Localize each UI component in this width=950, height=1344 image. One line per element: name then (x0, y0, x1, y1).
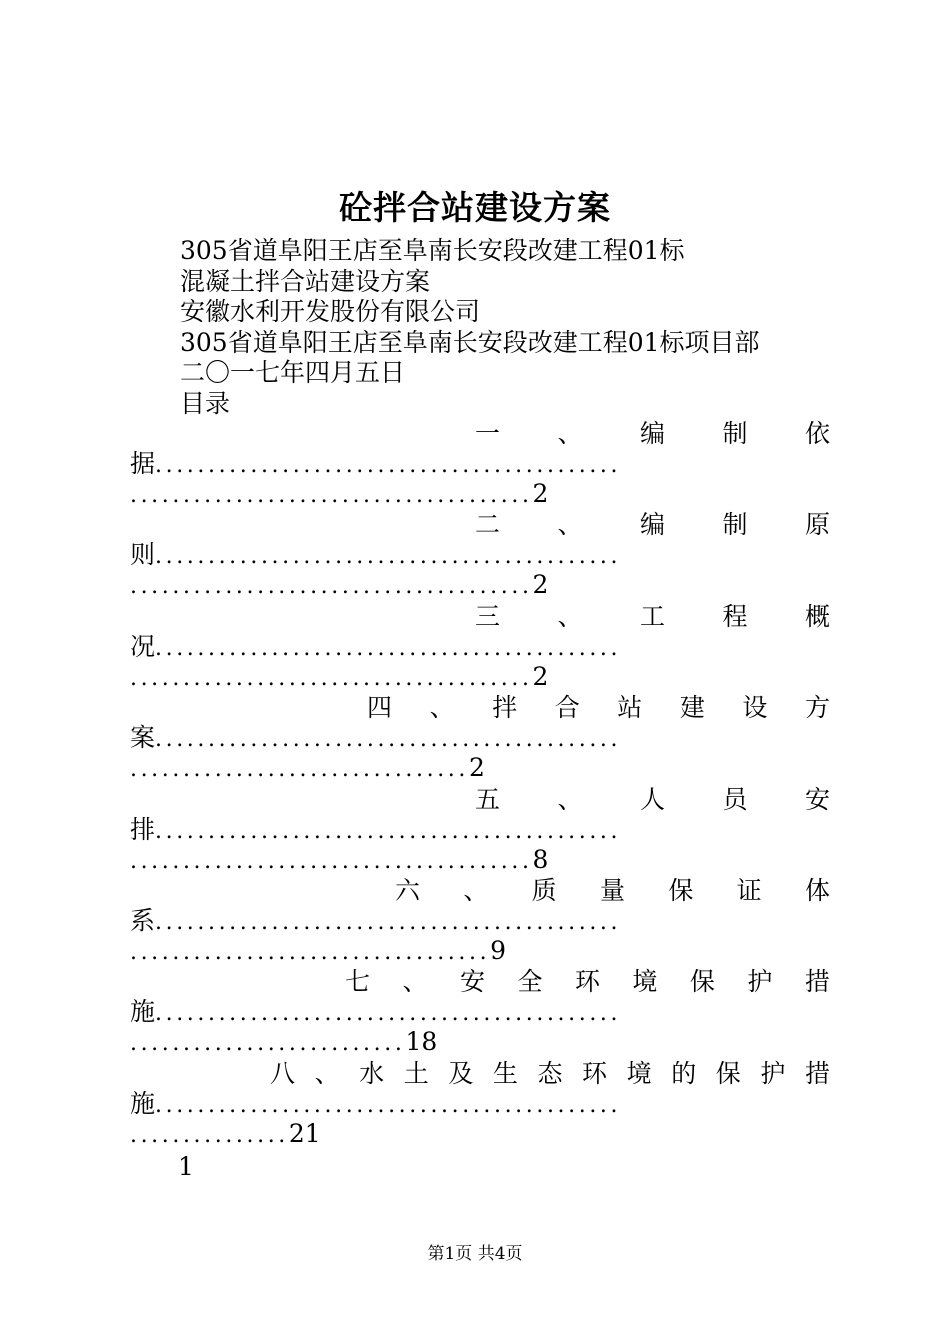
toc-heading-char: 七 (345, 967, 371, 997)
toc-entry-page-row (130, 936, 506, 966)
toc-heading-char: 、 (557, 784, 583, 814)
leader-dots: ............................................ (155, 727, 622, 753)
toc-page-number: 2 (532, 479, 549, 508)
toc-heading-char: 编 (639, 510, 665, 540)
toc-heading-char: 质 (531, 875, 557, 905)
toc-entry-tail-row (130, 723, 830, 753)
toc-heading-char: 六 (395, 875, 421, 905)
toc-heading-char: 方 (804, 693, 830, 723)
toc-entry-tail-row (130, 449, 830, 479)
intro-block (180, 236, 880, 420)
toc-entry-tail-row (130, 540, 830, 570)
toc-heading-char: 、 (557, 510, 583, 540)
toc-entry-page-row (130, 845, 548, 875)
toc-entry-heading (367, 693, 830, 723)
toc-entry-page-row (130, 479, 548, 509)
toc-entry-heading (270, 1059, 830, 1089)
page-footer: 第1页 共4页 (427, 1244, 523, 1264)
toc-heading-char: 五 (475, 784, 501, 814)
toc-heading-char: 程 (722, 601, 748, 631)
toc-heading-tail: 系 (130, 905, 156, 935)
toc-heading-char: 编 (639, 419, 665, 448)
page-marker: 1 (178, 1152, 194, 1181)
toc-heading-char: 措 (804, 967, 830, 997)
leader-dots: ............................................ (155, 635, 622, 661)
toc-heading-char: 站 (617, 693, 643, 723)
toc-entry-heading (475, 419, 830, 449)
toc-heading-char: 水 (359, 1058, 385, 1088)
toc-entry[interactable] (130, 693, 830, 784)
toc-heading-char: 措 (804, 1058, 830, 1088)
toc-heading-char: 拌 (492, 693, 518, 723)
toc-heading-char: 工 (639, 601, 665, 631)
toc-heading-tail: 排 (130, 814, 156, 844)
toc-heading-tail: 况 (130, 631, 156, 661)
leader-dots: ...................................... (130, 574, 533, 600)
toc-entry-page-row (130, 570, 548, 600)
toc-entry-page-row (130, 662, 548, 692)
toc-entry-page-row (130, 1119, 321, 1149)
toc-heading-char: 态 (537, 1058, 563, 1088)
document-title: 砼拌合站建设方案 (339, 188, 611, 227)
toc-page-number: 2 (532, 661, 549, 691)
toc-heading-char: 境 (626, 1058, 652, 1088)
toc-entry-tail-row (130, 1089, 830, 1119)
toc-entry-tail-row (130, 632, 830, 662)
leader-dots: ...................................... (130, 665, 533, 691)
toc-heading: 目录 (180, 388, 231, 418)
toc-heading-char: 证 (736, 875, 762, 905)
toc-heading-char: 、 (463, 875, 489, 905)
toc-heading-char: 、 (429, 693, 455, 723)
toc-entry[interactable] (130, 967, 830, 1058)
leader-dots: ...................................... (130, 483, 533, 508)
toc-entry-heading (475, 510, 830, 540)
plan-name-line: 混凝土拌合站建设方案 (180, 266, 431, 296)
toc-page-number: 21 (288, 1118, 321, 1148)
toc-entry-heading (345, 967, 830, 997)
project-department-line: 305省道阜阳王店至阜南长安段改建工程01标项目部 (180, 327, 760, 357)
table-of-contents (130, 419, 830, 1150)
toc-heading-char: 保 (668, 875, 694, 905)
toc-heading-char: 体 (804, 875, 830, 905)
leader-dots: .................................. (130, 939, 491, 965)
toc-heading-char: 、 (402, 967, 428, 997)
toc-entry[interactable] (130, 1059, 830, 1150)
toc-page-number: 2 (532, 570, 549, 600)
toc-heading-tail: 则 (130, 540, 156, 570)
toc-entry[interactable] (130, 419, 830, 510)
toc-heading-char: 护 (760, 1058, 786, 1088)
toc-entry-heading (395, 876, 830, 906)
toc-heading-char: 概 (804, 601, 830, 631)
toc-heading-char: 制 (722, 419, 748, 448)
toc-page-number: 8 (532, 844, 549, 874)
toc-heading-char: 四 (367, 693, 393, 723)
toc-heading-char: 合 (554, 693, 580, 723)
toc-entry-tail-row (130, 815, 830, 845)
toc-page-number: 18 (405, 1027, 438, 1057)
toc-heading-char: 境 (632, 967, 658, 997)
leader-dots: ............................................ (155, 1001, 622, 1027)
leader-dots: ............................................ (155, 909, 622, 935)
toc-heading-char: 一 (475, 419, 501, 448)
toc-heading-char: 安 (804, 784, 830, 814)
leader-dots: ............... (130, 1122, 289, 1148)
company-line: 安徽水利开发股份有限公司 (180, 297, 481, 327)
toc-heading-char: 的 (671, 1058, 697, 1088)
toc-heading-char: 人 (639, 784, 665, 814)
toc-heading-tail: 施 (130, 1088, 156, 1118)
leader-dots: ............................................ (155, 1092, 622, 1118)
toc-heading-char: 、 (557, 419, 583, 448)
toc-heading-char: 全 (517, 967, 543, 997)
toc-heading-char: 保 (715, 1058, 741, 1088)
leader-dots: ...................................... (130, 848, 533, 874)
toc-heading-char: 八 (270, 1058, 296, 1088)
toc-heading-char: 量 (599, 875, 625, 905)
leader-dots: ............................................ (155, 453, 622, 478)
toc-heading-tail: 施 (130, 997, 156, 1027)
leader-dots: ............................................ (155, 544, 622, 570)
toc-heading-char: 生 (492, 1058, 518, 1088)
toc-entry[interactable] (130, 876, 830, 967)
toc-heading-tail: 据 (130, 449, 156, 478)
leader-dots: .......................... (130, 1031, 406, 1057)
toc-heading-char: 制 (722, 510, 748, 540)
toc-heading-char: 建 (679, 693, 705, 723)
toc-heading-tail: 案 (130, 723, 156, 753)
toc-entry[interactable] (130, 510, 830, 601)
toc-entry-heading (475, 785, 830, 815)
toc-heading-char: 三 (475, 601, 501, 631)
toc-heading-char: 护 (747, 967, 773, 997)
toc-page-number: 2 (468, 753, 485, 783)
toc-entry-tail-row (130, 906, 830, 936)
toc-heading-char: 、 (314, 1058, 340, 1088)
toc-heading-char: 环 (582, 1058, 608, 1088)
toc-heading-char: 依 (804, 419, 830, 448)
project-name-line: 305省道阜阳王店至阜南长安段改建工程01标 (180, 236, 685, 265)
toc-heading-char: 二 (475, 510, 501, 540)
leader-dots: ............................................ (155, 818, 622, 844)
toc-heading-char: 保 (689, 967, 715, 997)
toc-heading-char: 环 (574, 967, 600, 997)
toc-heading-char: 设 (742, 693, 768, 723)
leader-dots: ................................ (130, 757, 469, 783)
toc-heading-char: 、 (557, 601, 583, 631)
toc-entry[interactable] (130, 602, 830, 693)
toc-entry[interactable] (130, 785, 830, 876)
toc-entry-page-row (130, 1027, 437, 1057)
toc-heading-char: 安 (459, 967, 485, 997)
toc-entry-page-row (130, 753, 485, 783)
toc-heading-char: 员 (722, 784, 748, 814)
toc-heading-char: 及 (448, 1058, 474, 1088)
toc-page-number: 9 (490, 935, 507, 965)
toc-entry-heading (475, 602, 830, 632)
toc-entry-tail-row (130, 997, 830, 1027)
date-line: 二〇一七年四月五日 (180, 358, 406, 388)
toc-heading-char: 原 (804, 510, 830, 540)
toc-heading-char: 土 (403, 1058, 429, 1088)
